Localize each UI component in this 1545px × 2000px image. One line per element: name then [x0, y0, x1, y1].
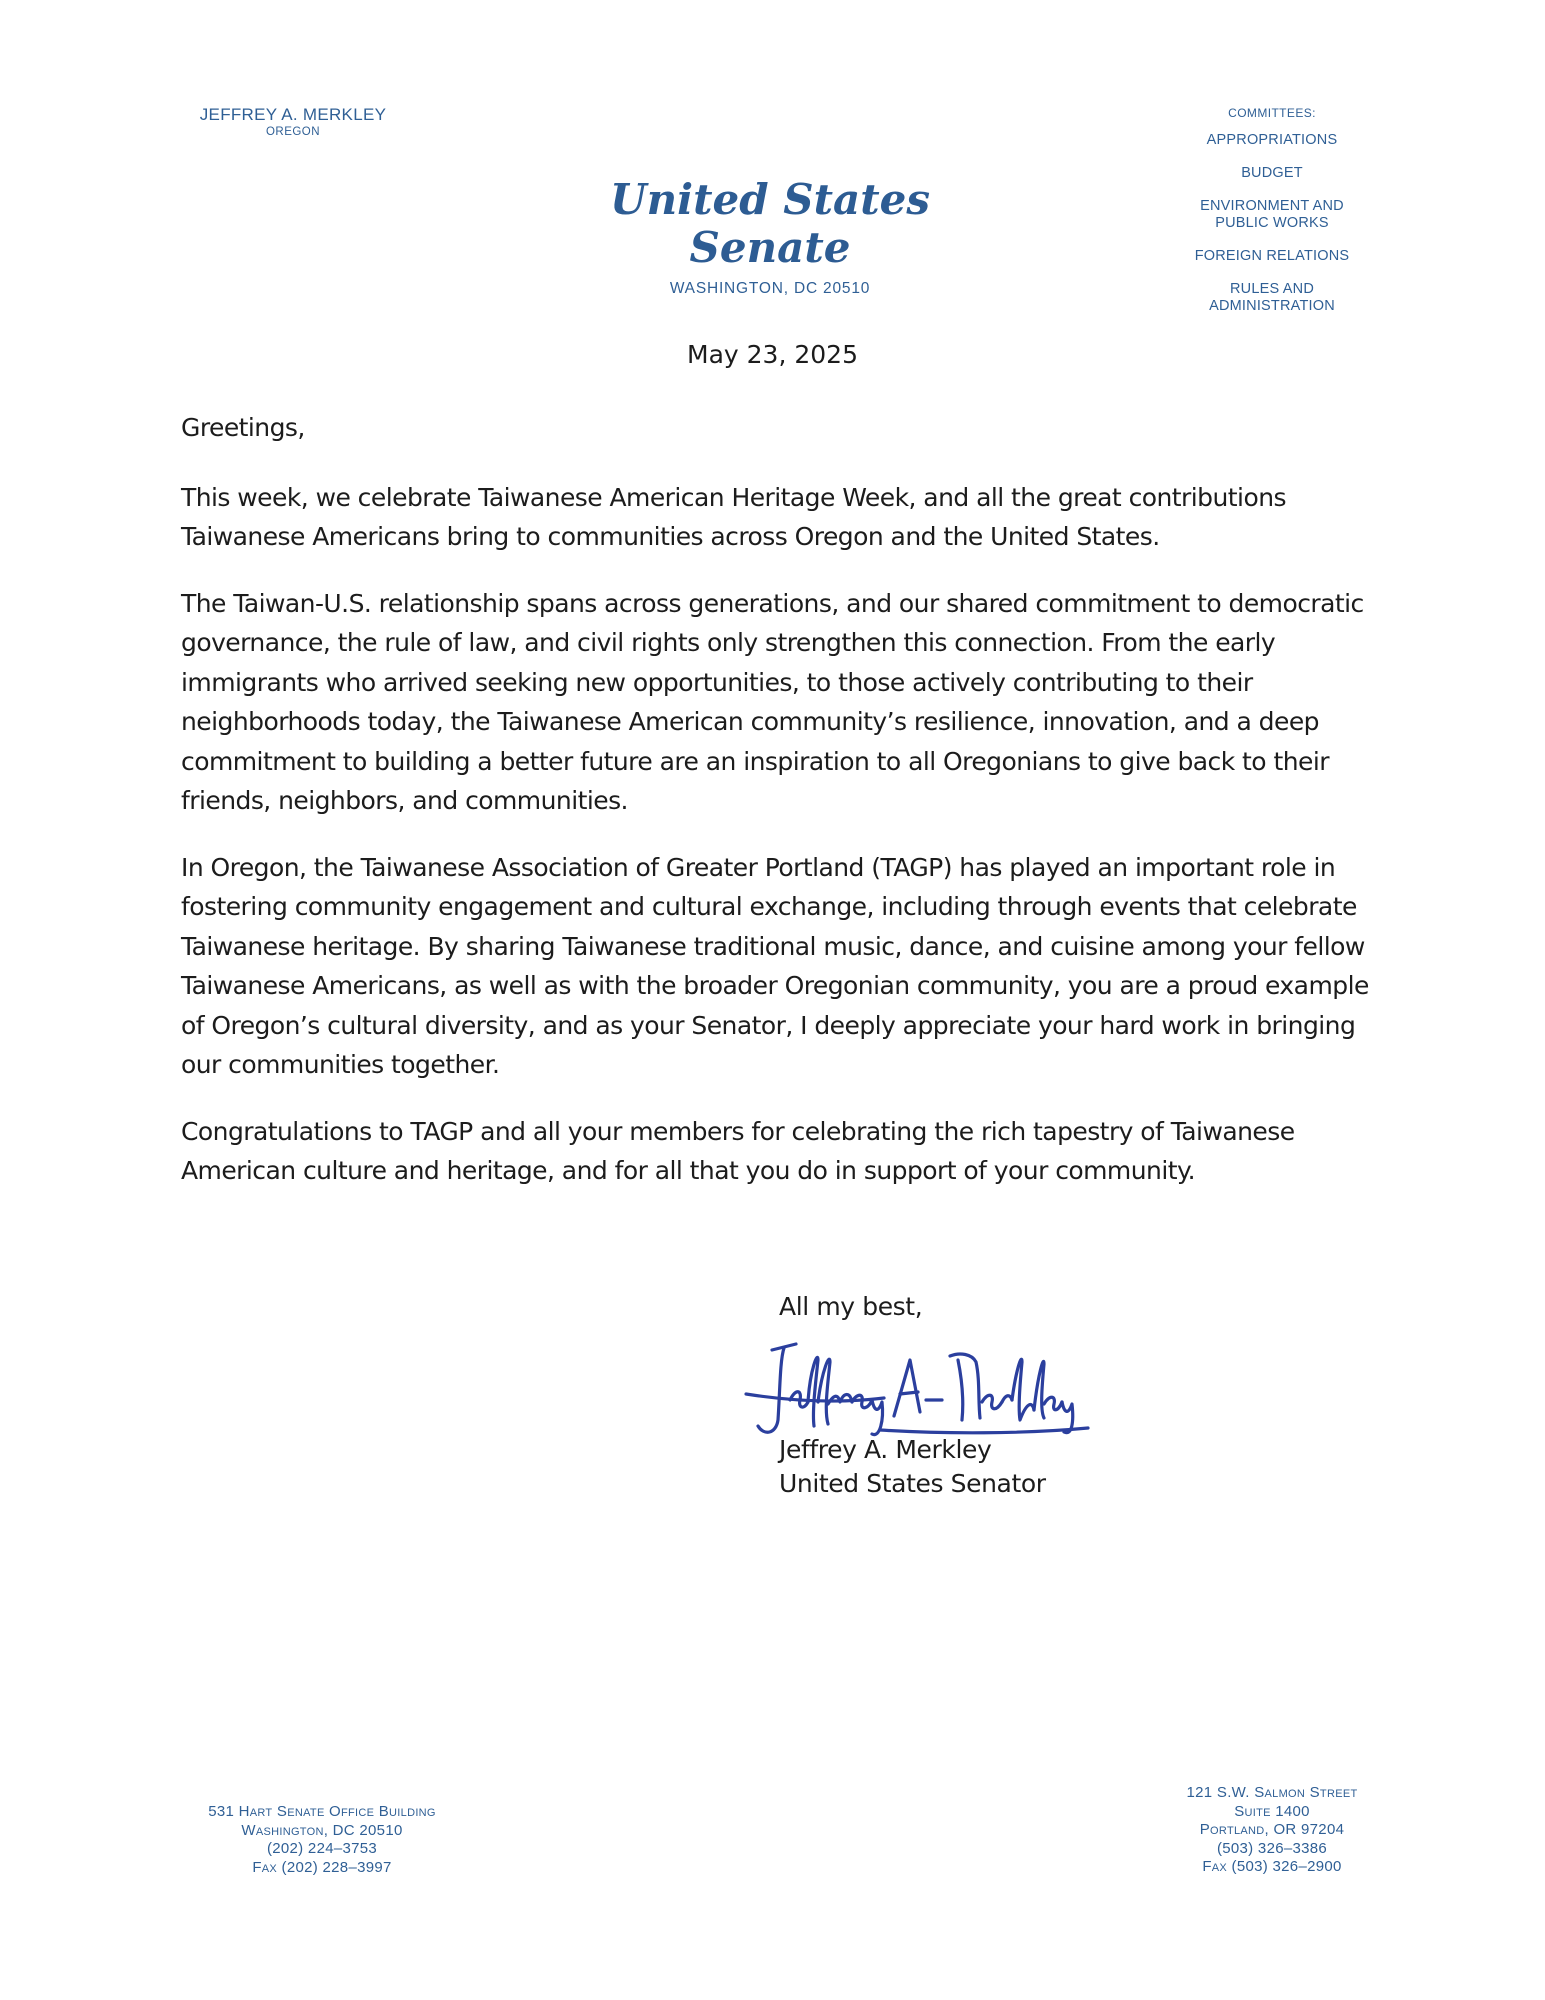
signer-name: Jeffrey A. Merkley [779, 1435, 992, 1464]
sender-block [188, 105, 398, 139]
fax-line: Fax (202) 228–3997 [252, 1858, 392, 1876]
handwritten-signature [744, 1330, 1094, 1440]
committee-item: BUDGET [1241, 165, 1303, 181]
fax-line: Fax (503) 326–2900 [1202, 1858, 1342, 1875]
address-line: 121 S.W. Salmon Street [1186, 1784, 1358, 1801]
portland-office-address [1132, 1784, 1412, 1877]
phone-line: (503) 326–3386 [1216, 1839, 1328, 1857]
letter-body [181, 408, 1371, 1218]
institution-title: United States Senate [610, 175, 930, 272]
address-line: Washington, DC 20510 [241, 1821, 403, 1839]
address-line: 531 Hart Senate Office Building [208, 1803, 436, 1820]
dc-office-address [182, 1803, 462, 1877]
letter-date: May 23, 2025 [687, 340, 858, 369]
body-paragraph: This week, we celebrate Taiwanese American Heritage Week, and all the great contributions Taiwanese Americans bring to communities across Oregon and the United States. [181, 482, 1286, 551]
committees-heading: COMMITTEES: [1228, 106, 1316, 120]
signer-title: United States Senator [779, 1469, 1046, 1498]
address-line: Portland, OR 97204 [1199, 1821, 1345, 1838]
committee-item: RULES AND ADMINISTRATION [1209, 281, 1335, 314]
committee-item: FOREIGN RELATIONS [1194, 248, 1350, 264]
body-paragraph: The Taiwan-U.S. relationship spans across generations, and our shared commitment to democratic governance, the rule of law, and civil rights only strengthen this connection. From the early immigrants who arrived seeking new opportunities, to those actively contributing to their neighborhoods today, the Taiwanese American community’s resilience, innovation, and a deep commitment to building a better future are an inspiration to all Oregonians to give back to their friends, neighbors, and communities. [181, 588, 1364, 815]
body-paragraph: In Oregon, the Taiwanese Association of Greater Portland (TAGP) has played an important role in fostering community engagement and cultural exchange, including through events that celebrate Taiwanese heritage. By sharing Taiwanese traditional music, dance, and cuisine among your fellow Taiwanese Americans, as well as with the broader Oregonian community, you are a proud example of Oregon’s cultural diversity, and as your Senator, I deeply appreciate your hard work in bringing our communities together. [181, 852, 1369, 1079]
masthead [560, 176, 980, 298]
sender-state: OREGON [265, 126, 321, 138]
sender-name: JEFFREY A. MERKLEY [199, 105, 387, 124]
phone-line: (202) 224–3753 [266, 1840, 378, 1857]
address-line: Suite 1400 [1234, 1802, 1310, 1820]
committee-item: ENVIRONMENT AND PUBLIC WORKS [1200, 198, 1344, 231]
body-paragraph: Congratulations to TAGP and all your members for celebrating the rich tapestry of Taiwanese American culture and heritage, and for all that you do in support of your community. [181, 1116, 1295, 1185]
signer-block [779, 1433, 1046, 1501]
closing: All my best, [779, 1292, 923, 1321]
committees-list [1172, 106, 1372, 331]
institution-address: WASHINGTON, DC 20510 [669, 280, 871, 297]
greeting: Greetings, [181, 413, 305, 442]
committee-item: APPROPRIATIONS [1206, 132, 1338, 148]
